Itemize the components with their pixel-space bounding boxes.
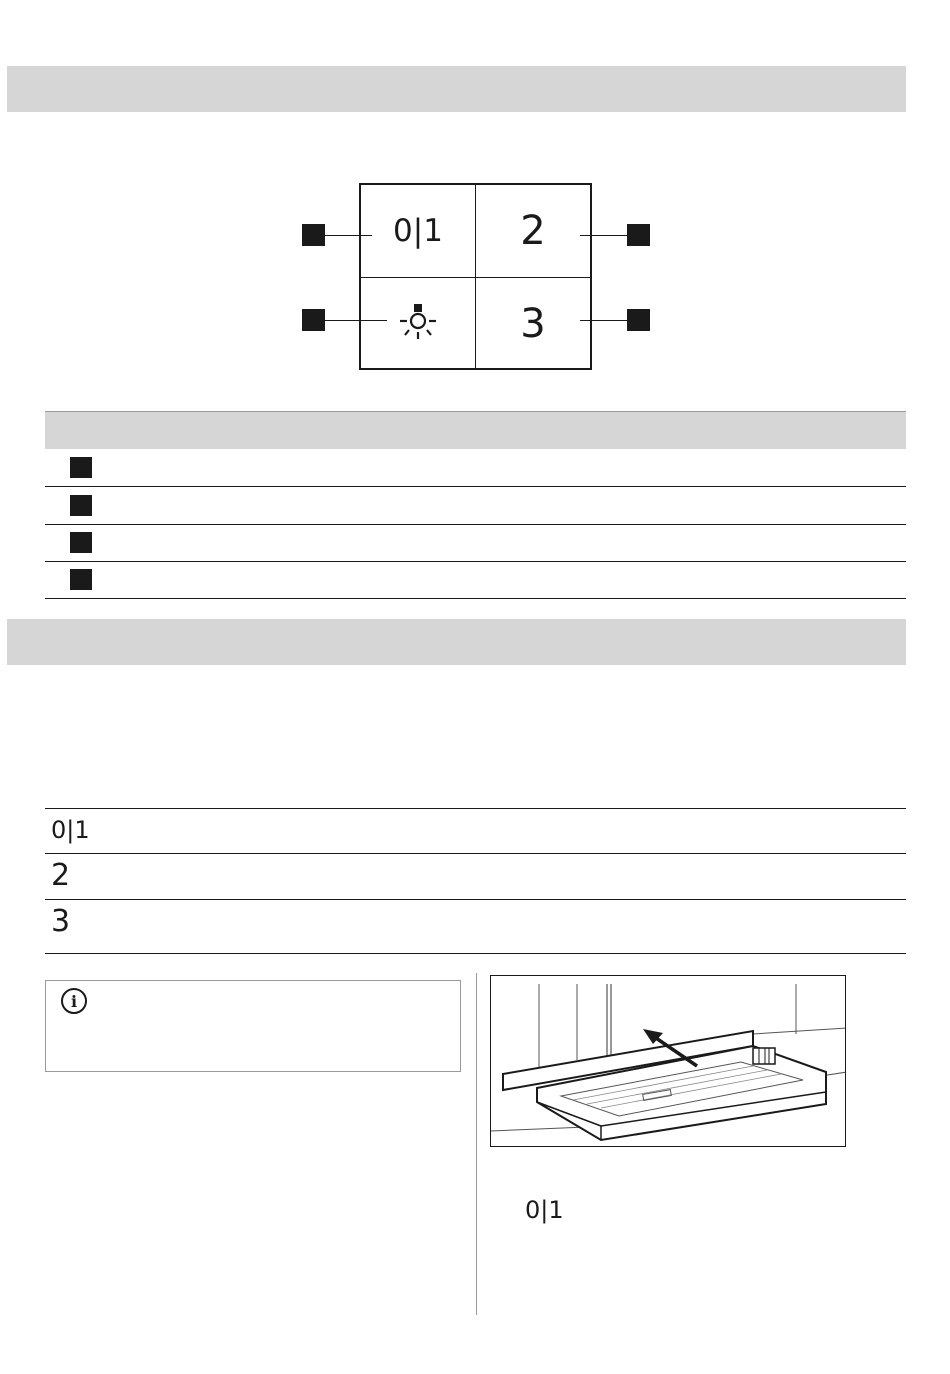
speed-row-on-off [45,808,906,853]
callout-leader-2 [580,235,627,236]
speed-row-symbol: 0|1 [51,816,90,844]
speed-3-label: 3 [520,301,546,347]
table-row [45,561,906,599]
table-row [45,524,906,562]
table-row-marker [70,532,92,553]
section-header-band-1 [7,66,906,112]
table-row-marker [70,457,92,478]
speed-2-button[interactable] [476,185,590,277]
speed-3-button[interactable] [476,278,590,370]
table-row [45,449,906,487]
cooker-hood-drawing [491,976,846,1147]
speed-row-2 [45,853,906,899]
cooker-hood-illustration [490,975,846,1147]
callout-marker-2 [627,224,650,246]
control-panel [359,183,592,370]
legend-table-header [45,411,906,449]
info-icon [61,988,87,1014]
section-header-band-2 [7,619,906,665]
table-row [45,487,906,525]
info-icon-glyph: i [70,991,78,1011]
callout-leader-1 [325,235,372,236]
on-off-button[interactable] [361,185,475,277]
light-icon [396,302,440,346]
on-off-label: 0|1 [393,213,443,249]
callout-leader-4 [580,320,627,321]
speed-row-3 [45,899,906,953]
table-row-marker [70,569,92,590]
speed-2-label: 2 [520,208,546,254]
speed-list-bottom-rule [45,953,906,954]
info-note-box [45,980,461,1072]
column-separator [476,973,477,1315]
light-button[interactable] [361,278,475,370]
on-off-symbol: 0|1 [525,1196,564,1224]
speed-row-symbol: 3 [51,904,71,939]
callout-marker-1 [302,224,325,246]
table-row-marker [70,495,92,516]
callout-marker-3 [302,309,325,331]
speed-row-symbol: 2 [51,858,71,893]
callout-leader-3 [325,320,387,321]
callout-marker-4 [627,309,650,331]
